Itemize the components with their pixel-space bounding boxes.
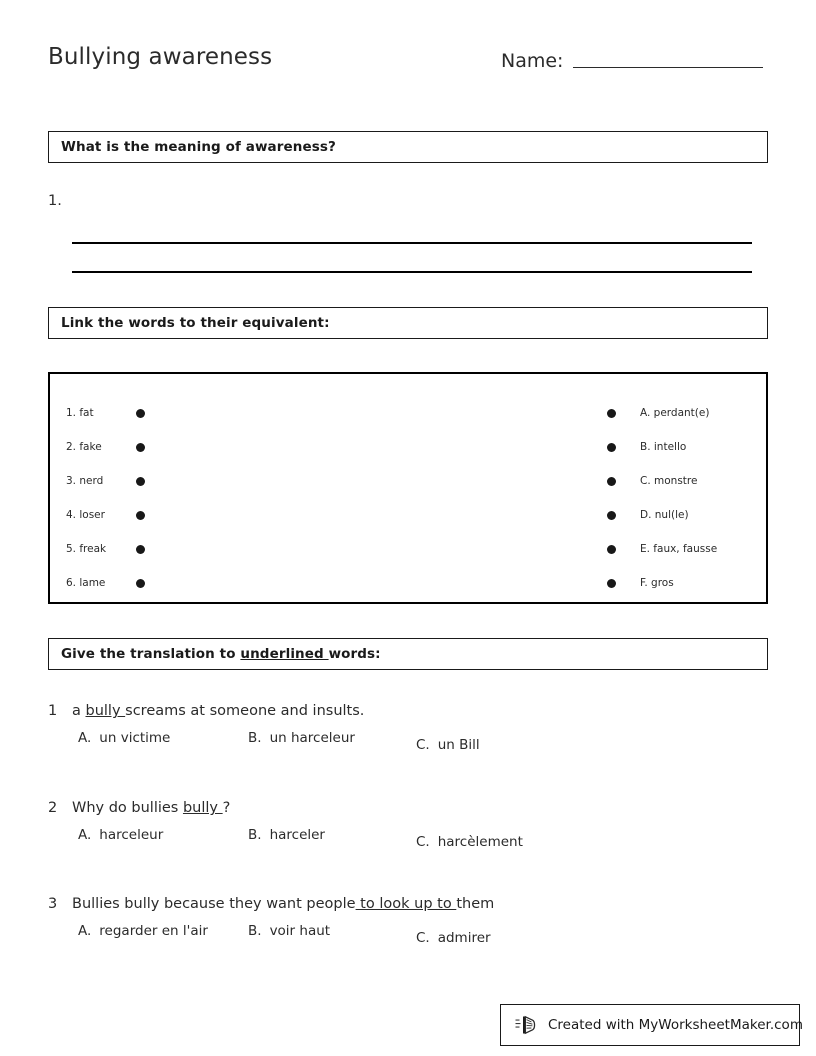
page-title: Bullying awareness [48, 44, 273, 70]
mcq-option-a[interactable] [78, 923, 208, 939]
mcq-option-text: admirer [437, 930, 491, 946]
matching-left-dot[interactable] [136, 443, 145, 452]
mcq-text-pre: Why do bullies [72, 800, 183, 816]
matching-right-label: E. faux, fausse [640, 543, 718, 555]
matching-right-item[interactable] [607, 532, 750, 566]
matching-left-dot[interactable] [136, 545, 145, 554]
mcq-text-underlined: to look up to [355, 896, 457, 912]
matching-left-label: 6. lame [66, 577, 106, 589]
created-with-badge[interactable] [500, 1004, 803, 1046]
instruction-3-post: words: [328, 646, 381, 662]
matching-left-item[interactable] [66, 498, 145, 532]
mcq-option-text: un harceleur [269, 730, 355, 746]
worksheet-header [48, 44, 768, 90]
matching-right-dot[interactable] [607, 409, 616, 418]
mcq-option-c[interactable] [416, 834, 523, 850]
mcq-option-letter: A. [78, 730, 92, 746]
matching-left-dot[interactable] [136, 477, 145, 486]
matching-left-column [66, 396, 145, 600]
mcq-text-underlined: bully [85, 703, 126, 719]
created-with-text: Created with MyWorksheetMaker.com [548, 1017, 803, 1033]
mcq-option-letter: C. [416, 834, 430, 850]
matching-right-item[interactable] [607, 430, 750, 464]
mcq-item-3 [48, 893, 768, 955]
matching-right-label: C. monstre [640, 475, 698, 487]
mcq-text-pre: a [72, 703, 86, 719]
matching-right-item[interactable] [607, 464, 750, 498]
matching-right-label: D. nul(le) [640, 509, 689, 521]
matching-right-dot[interactable] [607, 443, 616, 452]
name-input-line[interactable] [573, 67, 763, 68]
mcq-number: 2 [48, 800, 58, 816]
instruction-bar-1 [48, 131, 768, 163]
mcq-text-post: screams at someone and insults. [125, 703, 365, 719]
mcq-options-row [48, 819, 768, 859]
mcq-item-2 [48, 797, 768, 859]
answer-line-2[interactable] [72, 271, 752, 273]
matching-left-label: 3. nerd [66, 475, 104, 487]
name-label: Name: [501, 50, 564, 72]
matching-left-label: 1. fat [66, 407, 94, 419]
mcq-option-b[interactable] [248, 730, 355, 746]
matching-left-dot[interactable] [136, 511, 145, 520]
matching-left-label: 2. fake [66, 441, 102, 453]
open-question-number: 1. [48, 193, 62, 209]
mcq-option-letter: C. [416, 737, 430, 753]
mcq-option-letter: A. [78, 827, 92, 843]
mcq-option-text: harceleur [99, 827, 164, 843]
mcq-option-a[interactable] [78, 730, 170, 746]
mcq-question-text [72, 896, 494, 912]
name-field-group [501, 50, 763, 72]
matching-right-dot[interactable] [607, 579, 616, 588]
mcq-option-text: voir haut [269, 923, 331, 939]
matching-left-dot[interactable] [136, 409, 145, 418]
matching-left-item[interactable] [66, 396, 145, 430]
instruction-3-text [61, 646, 381, 662]
matching-right-column [607, 396, 750, 600]
mcq-options-row [48, 915, 768, 955]
matching-right-label: A. perdant(e) [640, 407, 710, 419]
matching-exercise-box [48, 372, 768, 604]
mcq-text-post: ? [222, 800, 231, 816]
instruction-1-text: What is the meaning of awareness? [61, 139, 336, 155]
mcq-option-letter: B. [248, 730, 262, 746]
matching-right-item[interactable] [607, 566, 750, 600]
matching-left-item[interactable] [66, 532, 145, 566]
mcq-text-underlined: bully [182, 800, 223, 816]
matching-left-item[interactable] [66, 430, 145, 464]
instruction-3-underlined: underlined [240, 646, 329, 662]
mcq-option-letter: A. [78, 923, 92, 939]
mcq-option-text: harceler [269, 827, 325, 843]
mcq-option-c[interactable] [416, 737, 480, 753]
mcq-option-text: un victime [99, 730, 171, 746]
mcq-question-row [48, 893, 768, 915]
mcq-item-1 [48, 700, 768, 762]
mcq-question-text [72, 800, 230, 816]
mcq-option-letter: B. [248, 827, 262, 843]
mcq-number: 1 [48, 703, 58, 719]
mcq-question-row [48, 797, 768, 819]
worksheet-maker-logo-icon [515, 1013, 539, 1037]
matching-right-label: F. gros [640, 577, 674, 589]
mcq-option-a[interactable] [78, 827, 163, 843]
answer-line-1[interactable] [72, 242, 752, 244]
mcq-text-pre: Bullies bully because they want people [72, 896, 356, 912]
matching-left-label: 4. loser [66, 509, 105, 521]
mcq-options-row [48, 722, 768, 762]
matching-left-item[interactable] [66, 464, 145, 498]
matching-left-item[interactable] [66, 566, 145, 600]
matching-left-label: 5. freak [66, 543, 107, 555]
mcq-option-b[interactable] [248, 827, 325, 843]
matching-right-label: B. intello [640, 441, 687, 453]
instruction-bar-2 [48, 307, 768, 339]
instruction-3-pre: Give the translation to [61, 646, 241, 662]
mcq-option-text: harcèlement [437, 834, 523, 850]
mcq-option-b[interactable] [248, 923, 330, 939]
matching-right-dot[interactable] [607, 477, 616, 486]
mcq-question-row [48, 700, 768, 722]
matching-right-dot[interactable] [607, 545, 616, 554]
mcq-option-letter: C. [416, 930, 430, 946]
matching-right-item[interactable] [607, 498, 750, 532]
instruction-2-text: Link the words to their equivalent: [61, 315, 330, 331]
matching-right-dot[interactable] [607, 511, 616, 520]
mcq-text-post: them [456, 896, 495, 912]
mcq-number: 3 [48, 896, 58, 912]
mcq-option-letter: B. [248, 923, 262, 939]
mcq-option-text: regarder en l'air [99, 923, 208, 939]
mcq-option-text: un Bill [437, 737, 480, 753]
mcq-option-c[interactable] [416, 930, 491, 946]
instruction-bar-3 [48, 638, 768, 670]
mcq-question-text [72, 703, 364, 719]
matching-right-item[interactable] [607, 396, 750, 430]
matching-left-dot[interactable] [136, 579, 145, 588]
